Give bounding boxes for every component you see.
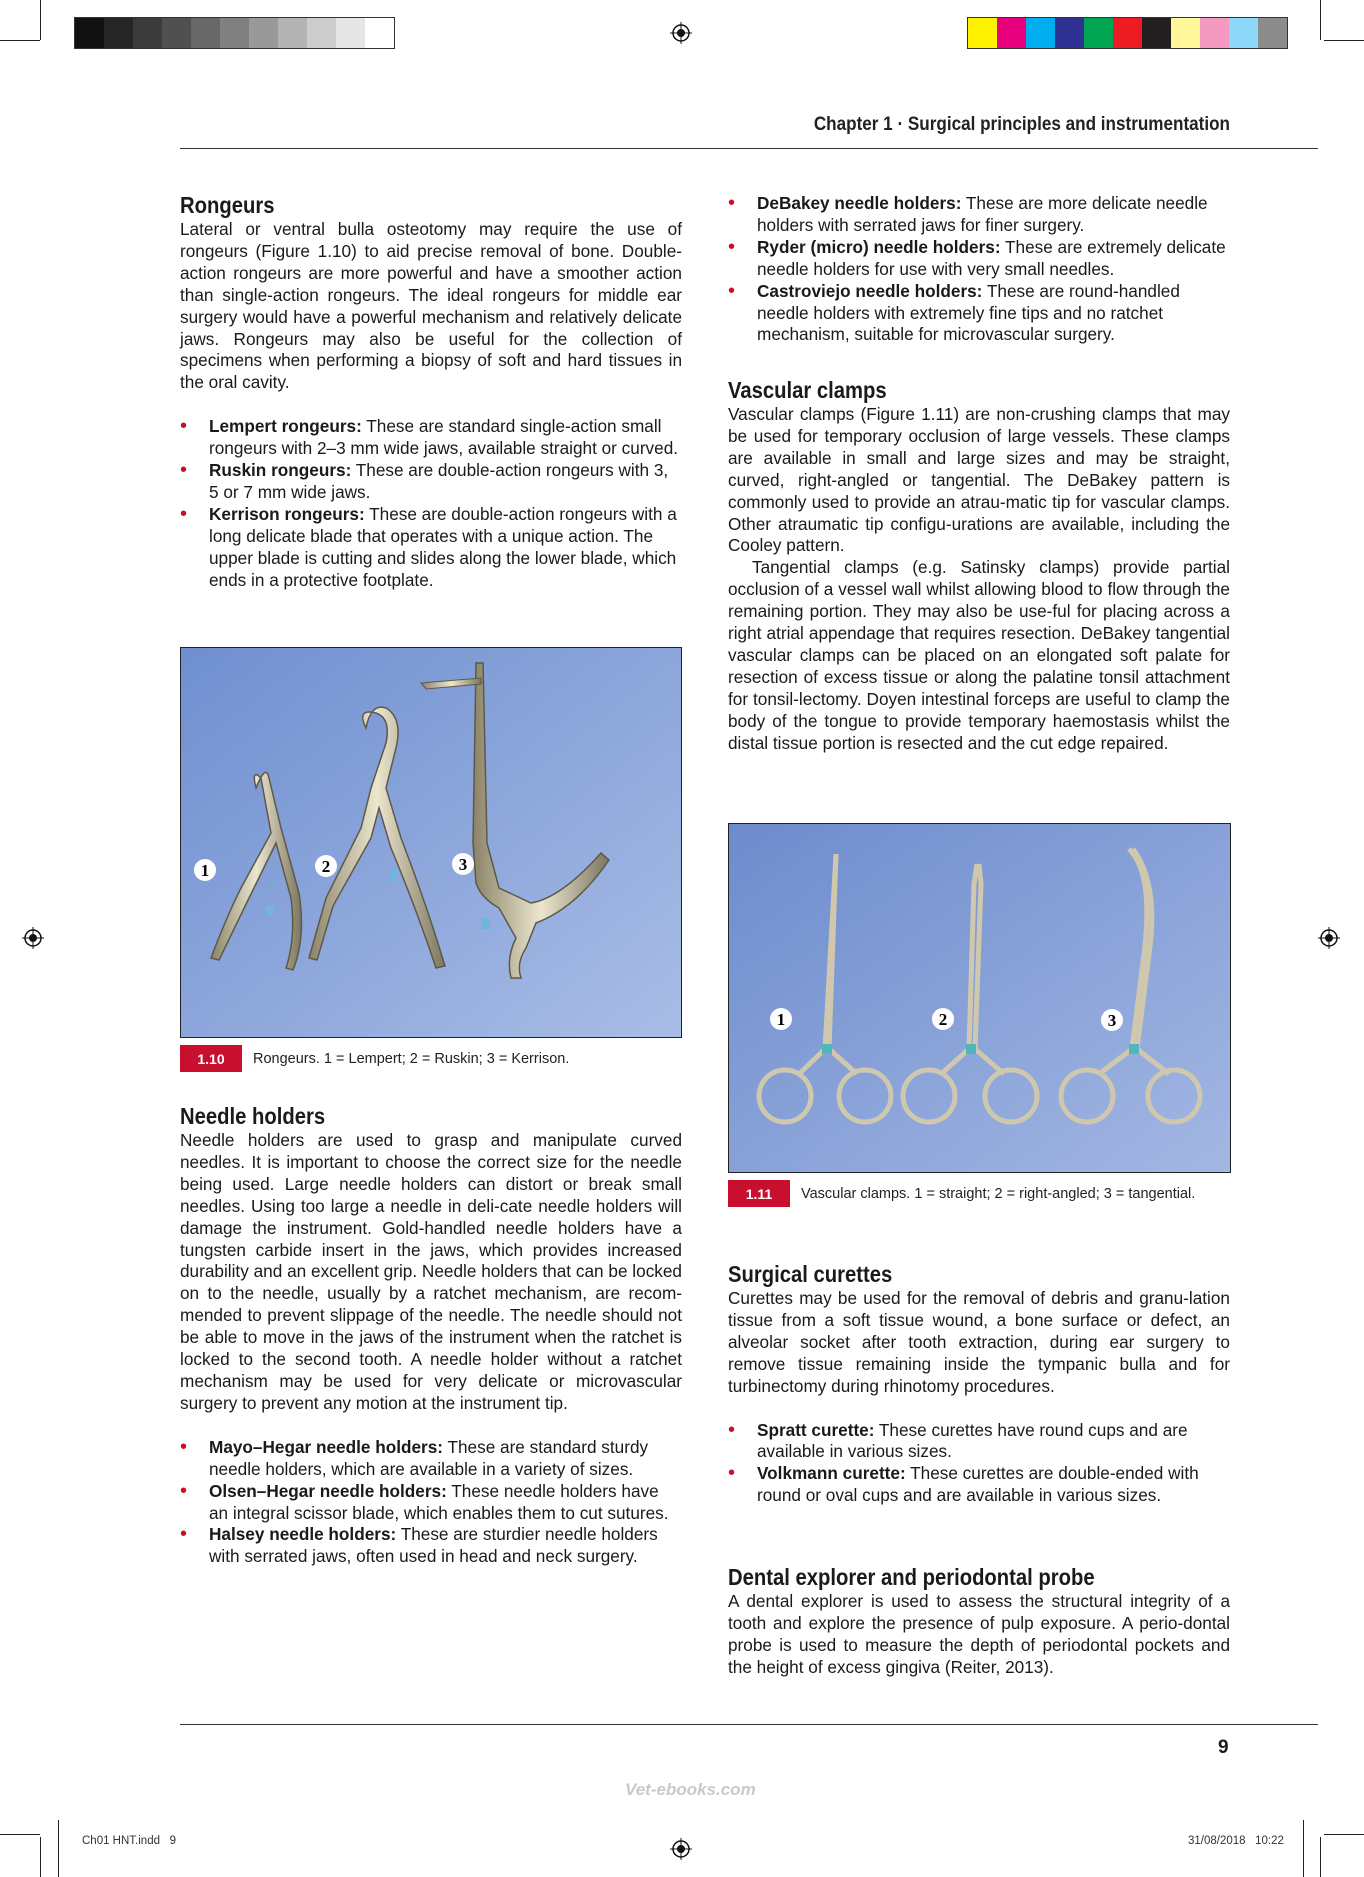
list-item-text: These are standard sturdy needle holders, which are available in a variety of sizes.	[209, 1436, 649, 1479]
list-item-text: These curettes have round cups and are available in various sizes.	[757, 1419, 1188, 1462]
list-item	[180, 504, 682, 592]
list-item-text: These are standard single-action small rongeurs with 2–3 mm wide jaws, available straight or curved.	[209, 416, 679, 459]
list-item	[180, 460, 682, 504]
curettes-list	[728, 1420, 1230, 1508]
paragraph: Needle holders are used to grasp and manipulate curved needles. It is important to choose the correct size for the needle being used. Large needle holders can distort or break small needles. Using too large a needle in deli-cate needle holders will damage the instrument. Gold-handled needle holders have a tungsten carbide insert in the jaws, which provides increased durability and an excellent grip. Needle holders that can be locked on to the needle, usually by a ratchet mechanism, are recom-mended to prevent slippage of the needle. The needle should not be able to move in the jaws of the instrument when the ratchet is locked to the second tooth. A needle holder without a ratchet mechanism may be used for very delicate or microvascular surgery to prevent any motion at the instrument tip.	[180, 1130, 682, 1413]
crop-mark	[1320, 0, 1321, 40]
color-swatch	[968, 18, 997, 48]
figure-label: 3	[1107, 1011, 1117, 1030]
registration-mark-icon	[1318, 927, 1340, 949]
print-timestamp: 31/08/2018 10:22	[1188, 1835, 1284, 1847]
registration-mark-icon	[670, 1838, 692, 1860]
gray-swatch	[191, 18, 220, 48]
color-swatch	[1258, 18, 1287, 48]
figure-1-10-photo	[180, 647, 682, 1038]
list-item-term: Ryder (micro) needle holders:	[757, 236, 1001, 257]
rongeurs-section	[180, 191, 682, 592]
color-swatch	[1142, 18, 1171, 48]
list-item	[728, 237, 1230, 281]
list-item	[180, 1481, 682, 1525]
gray-swatch	[220, 18, 249, 48]
vascular-clamps-section	[728, 376, 1230, 755]
needle-holders-list	[180, 1437, 682, 1568]
color-swatch	[1084, 18, 1113, 48]
needle-holders-list-continued	[728, 193, 1230, 346]
list-item-term: DeBakey needle holders:	[757, 193, 962, 213]
footer-rule	[180, 1724, 1318, 1725]
figure-label: 2	[321, 857, 331, 876]
list-item-term: Mayo–Hegar needle holders:	[209, 1436, 444, 1457]
caption-text: Vascular clamps. 1 = straight; 2 = right-angled; 3 = tangential.	[801, 1185, 1196, 1202]
list-item-text: These are sturdier needle holders with serrated jaws, often used in head and neck surgery.	[209, 1524, 658, 1567]
process-color-bar	[967, 17, 1288, 49]
color-swatch	[1113, 18, 1142, 48]
color-swatch	[1200, 18, 1229, 48]
section-heading: Vascular clamps	[728, 377, 887, 403]
needle-holders-section	[180, 1102, 682, 1568]
rongeurs-photo-illustration	[181, 648, 682, 1038]
list-item-term: Halsey needle holders:	[209, 1524, 397, 1545]
figure-1-11-photo	[728, 823, 1231, 1173]
figure-number-badge: 1.11	[728, 1180, 790, 1207]
list-item-term: Kerrison rongeurs:	[209, 503, 365, 524]
list-item-text: These are double-action rongeurs with a long delicate blade that operates with a unique action. The upper blade is cutting and slides along the lower blade, which ends in a protective footplate.	[209, 503, 677, 590]
list-item-text: These are extremely delicate needle holders for use with very small needles.	[757, 236, 1226, 279]
figure-label: 1	[200, 861, 210, 880]
running-head: Chapter 1 · Surgical principles and instrumentation	[813, 114, 1230, 135]
list-item-text: These are more delicate needle holders with serrated jaws for finer surgery.	[757, 193, 1208, 235]
list-item-term: Spratt curette:	[757, 1419, 875, 1440]
figure-1-11-caption	[728, 1180, 1195, 1207]
gray-swatch	[75, 18, 104, 48]
list-item-text: These are round-handled needle holders with extremely fine tips and no ratchet mechanism, suitable for microvascular surgery.	[757, 280, 1180, 345]
paragraph: A dental explorer is used to assess the structural integrity of a tooth and explore the presence of pulp exposure. A perio-dontal probe is used to measure the depth of periodontal pockets and the height of excess gingiva (Reiter, 2013).	[728, 1591, 1230, 1677]
registration-mark-icon	[22, 927, 44, 949]
list-item-text: These are double-action rongeurs with 3, 5 or 7 mm wide jaws.	[209, 460, 669, 502]
gray-swatch	[307, 18, 336, 48]
figure-1-10-caption	[180, 1045, 569, 1072]
section-heading: Surgical curettes	[728, 1261, 893, 1287]
gray-swatch	[162, 18, 191, 48]
list-item-term: Volkmann curette:	[757, 1463, 906, 1484]
list-item	[180, 416, 682, 460]
paragraph: Lateral or ventral bulla osteotomy may require the use of rongeurs (Figure 1.10) to aid precise removal of bone. Double-action rongeurs are more powerful and have a smoother action than single-action rongeurs. The ideal rongeurs for middle ear surgery would have a powerful mechanism and relatively delicate jaws. Rongeurs may also be useful for the collection of specimens when performing a biopsy of soft and hard tissues in the oral cavity.	[180, 219, 682, 393]
grayscale-color-bar	[74, 17, 395, 49]
list-item-term: Ruskin rongeurs:	[209, 460, 352, 481]
gray-swatch	[133, 18, 162, 48]
crop-mark	[40, 1837, 41, 1877]
vascular-clamps-photo-illustration	[729, 824, 1231, 1173]
list-item	[180, 1524, 682, 1568]
color-swatch	[997, 18, 1026, 48]
header-rule	[180, 148, 1318, 149]
paragraph: Curettes may be used for the removal of debris and granu-lation tissue from a soft tissue wound, a bone surface or defect, an alveolar socket after tooth extraction, during ear surgery to remove tissue remaining inside the tympanic bulla and for turbinectomy during rhinotomy procedures.	[728, 1288, 1230, 1396]
color-swatch	[1026, 18, 1055, 48]
file-info: Ch01 HNT.indd 9	[82, 1835, 176, 1847]
list-item-term: Olsen–Hegar needle holders:	[209, 1480, 447, 1501]
gray-swatch	[249, 18, 278, 48]
figure-number-badge: 1.10	[180, 1045, 242, 1072]
list-item	[728, 193, 1230, 237]
figure-label: 1	[776, 1010, 786, 1029]
page-number: 9	[1218, 1737, 1229, 1758]
crop-mark	[0, 40, 40, 41]
gray-swatch	[336, 18, 365, 48]
section-heading: Dental explorer and periodontal probe	[728, 1564, 1095, 1590]
crop-mark	[58, 1820, 59, 1877]
needle-holders-continued	[728, 193, 1230, 346]
registration-mark-icon	[670, 22, 692, 44]
crop-mark	[40, 0, 41, 40]
crop-mark	[1324, 40, 1364, 41]
rongeurs-list	[180, 416, 682, 591]
caption-text: Rongeurs. 1 = Lempert; 2 = Ruskin; 3 = Kerrison.	[253, 1050, 570, 1067]
watermark: Vet-ebooks.com	[625, 1780, 756, 1799]
list-item-text: These needle holders have an integral scissor blade, which enables them to cut sutures.	[209, 1480, 669, 1523]
list-item	[180, 1437, 682, 1481]
figure-label: 3	[458, 855, 468, 874]
paragraph: Vascular clamps (Figure 1.11) are non-crushing clamps that may be used for temporary occlusion of large vessels. These clamps are available in small and large sizes and may be straight, curved, right-angled or tangential. The DeBakey pattern is commonly used to provide an atrau-matic tip for vascular clamps. Other atraumatic tip configu-urations are available, including the Cooley pattern.	[728, 404, 1230, 556]
dental-section	[728, 1563, 1230, 1679]
color-swatch	[1229, 18, 1258, 48]
curettes-section	[728, 1260, 1230, 1507]
list-item	[728, 281, 1230, 347]
color-swatch	[1171, 18, 1200, 48]
gray-swatch	[365, 18, 394, 48]
list-item	[728, 1420, 1230, 1464]
crop-mark	[1303, 1820, 1304, 1877]
color-swatch	[1055, 18, 1084, 48]
list-item-text: These curettes are double-ended with round or oval cups and are available in various sizes.	[757, 1463, 1199, 1506]
list-item-term: Lempert rongeurs:	[209, 416, 362, 437]
paragraph: Tangential clamps (e.g. Satinsky clamps) provide partial occlusion of a vessel wall whilst allowing blood to flow through the remaining portion. They may also be use-ful for placing across a right atrial appendage that requires resection. DeBakey tangential vascular clamps can be placed on an elongated soft palate for resection of excess tissue or along the palatine tonsil attachment for tonsil-lectomy. Doyen intestinal forceps are useful to clamp the body of the tongue to provide temporary haemostasis whilst the distal tissue portion is resected and the cut edge repaired.	[728, 557, 1230, 753]
gray-swatch	[278, 18, 307, 48]
list-item-term: Castroviejo needle holders:	[757, 280, 983, 301]
crop-mark	[1320, 1837, 1321, 1877]
crop-mark	[0, 1834, 40, 1835]
figure-label: 2	[938, 1010, 948, 1029]
crop-mark	[1324, 1834, 1364, 1835]
section-heading: Rongeurs	[180, 192, 275, 218]
gray-swatch	[104, 18, 133, 48]
list-item	[728, 1463, 1230, 1507]
section-heading: Needle holders	[180, 1103, 326, 1129]
